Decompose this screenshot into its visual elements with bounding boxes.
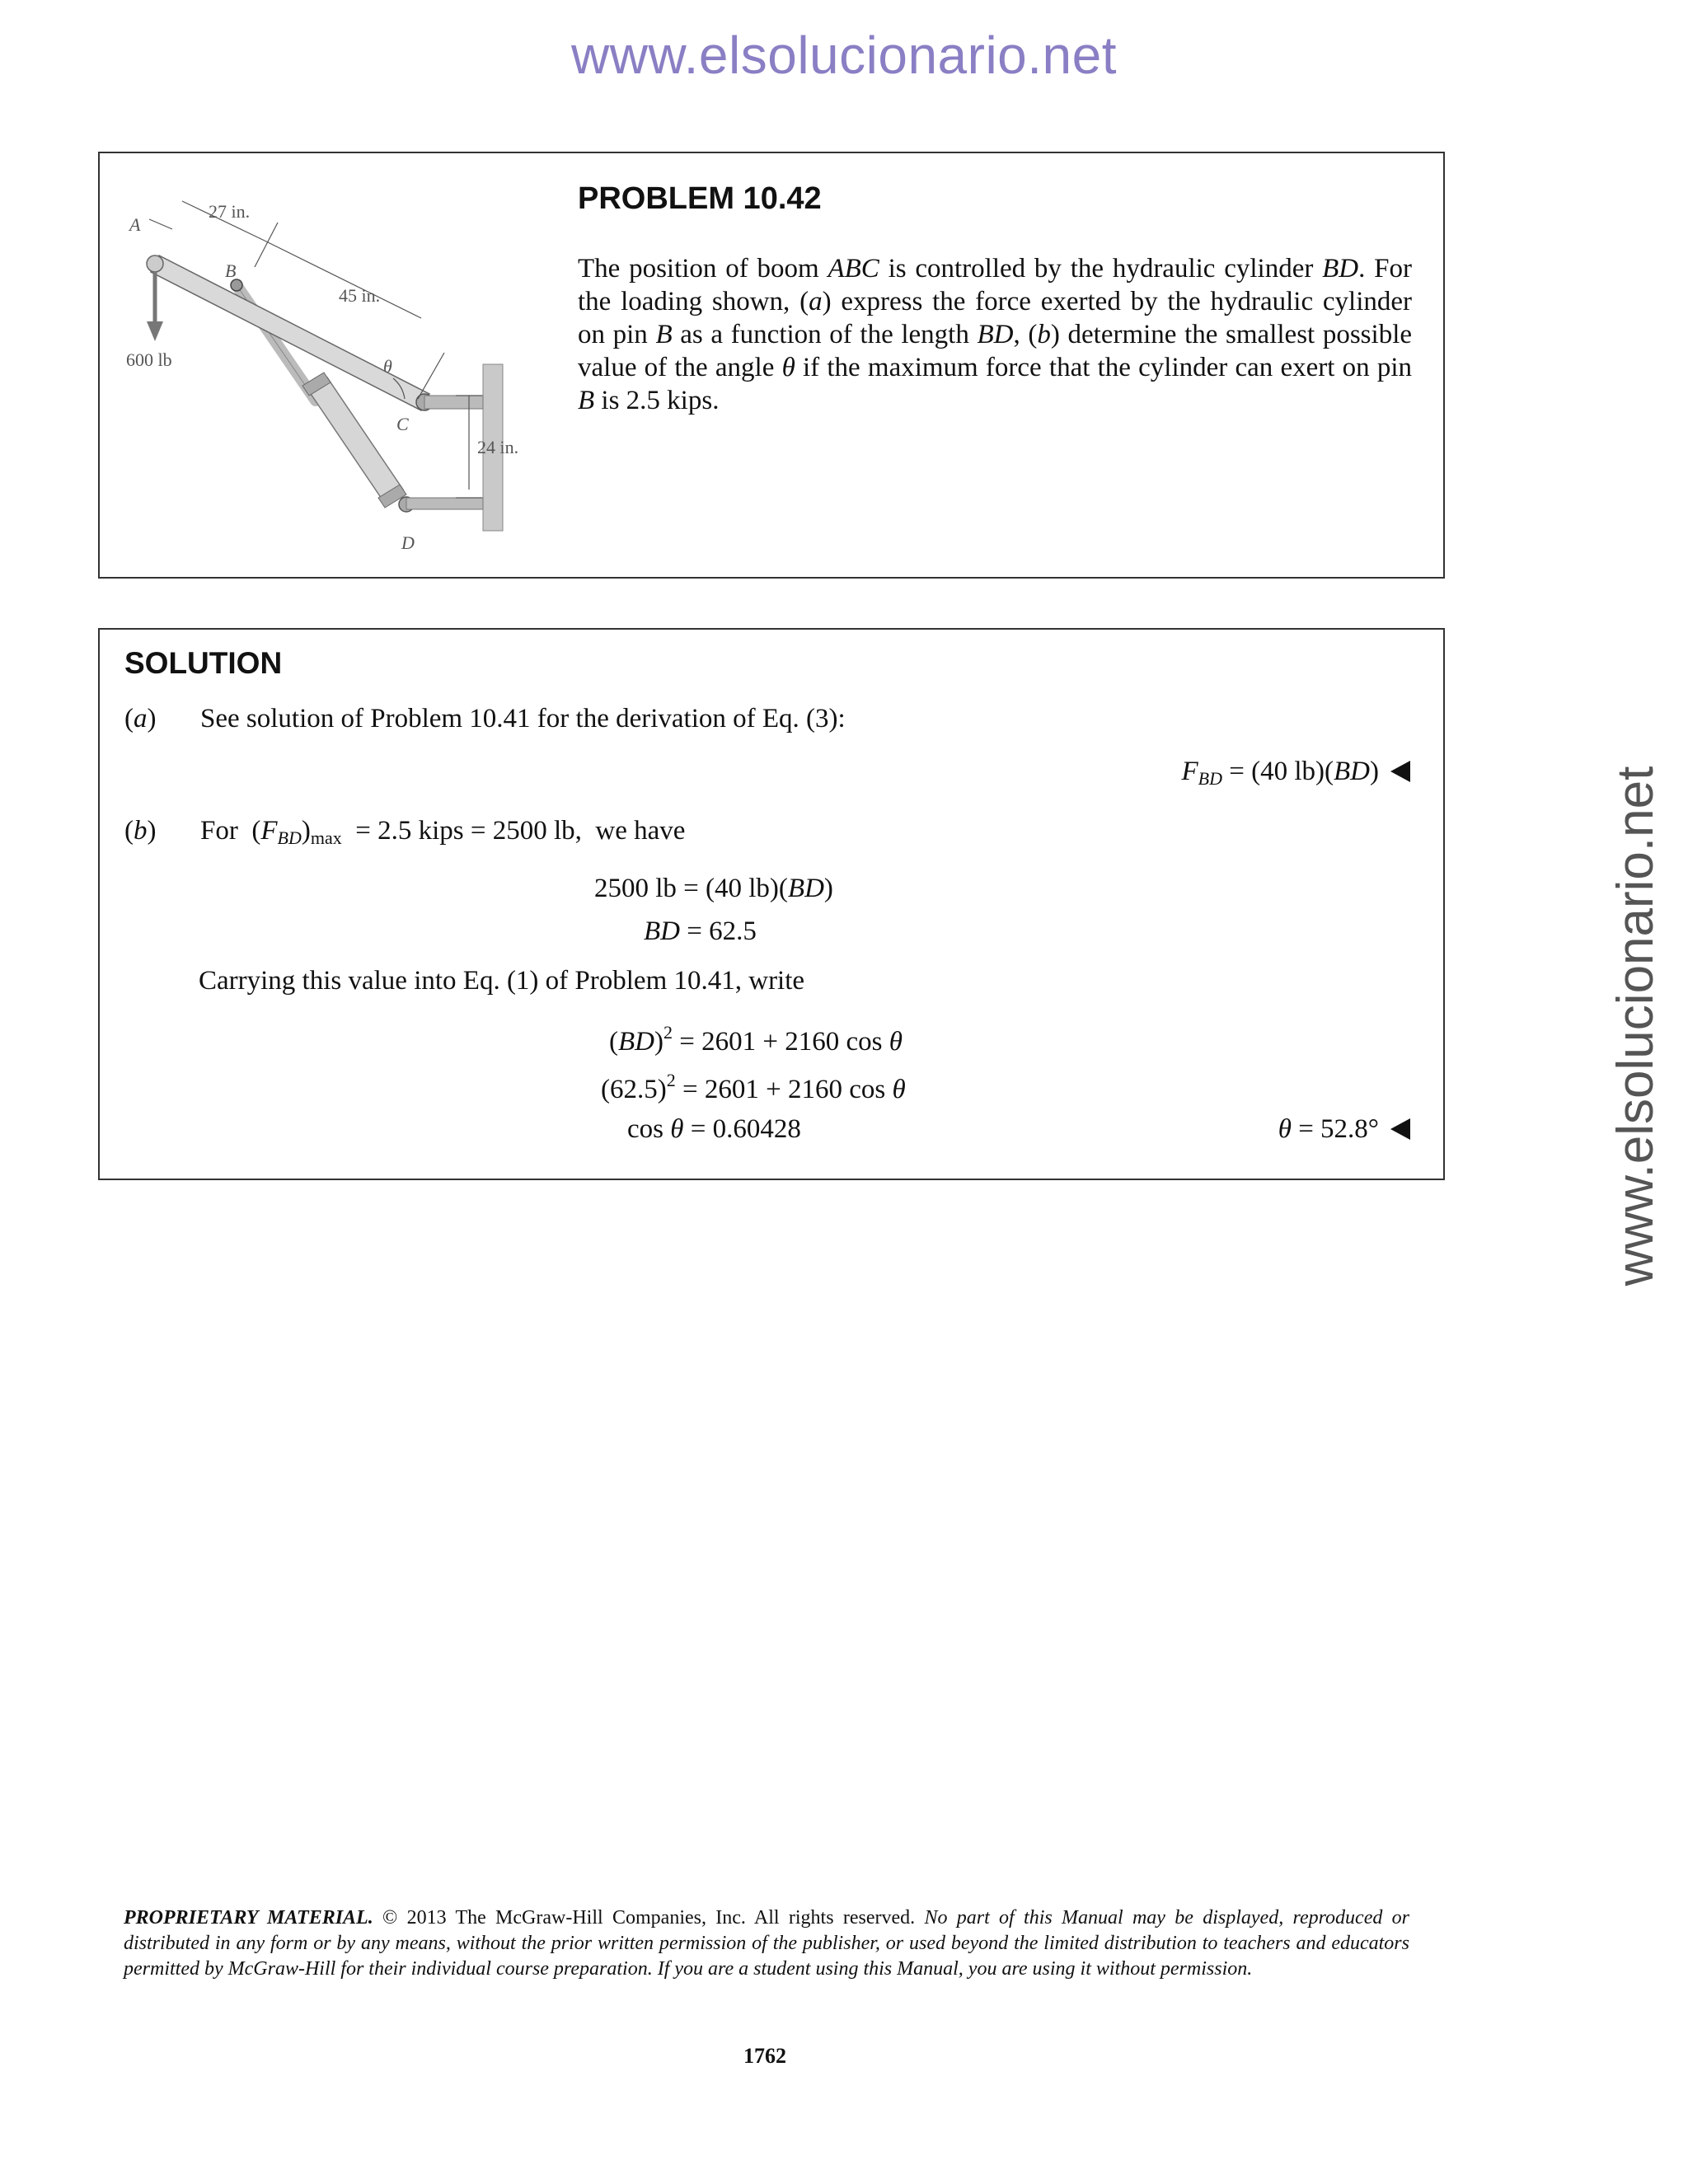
problem-title: PROBLEM 10.42: [578, 181, 822, 216]
answer-fbd: $F_{BD} = (40$ lb)(BD): [1182, 757, 1411, 790]
footer-copyright: © 2013 The McGraw-Hill Companies, Inc. All rights reserved.: [382, 1907, 916, 1929]
watermark-top: www.elsolucionario.net: [571, 26, 1117, 85]
footer-notice: [124, 1905, 1409, 1982]
eq-62-squared: $(62.5)^2 = 2601 + 2160$ cos θ: [601, 1070, 906, 1104]
dim-ab: 27 in.: [209, 201, 251, 222]
dim-bc: 45 in.: [339, 285, 381, 306]
label-d: D: [401, 532, 415, 553]
problem-statement: The position of boom ABC is controlled by the hydraulic cylinder BD. For the loading shown, (a) express the force exerted by the hydraulic cylinder on pin B as a function of the length BD, (b) determine the smallest possible value of the angle θ if the maximum force that the cylinder can exert on pin B is 2.5 kips.: [578, 254, 1413, 415]
label-c: C: [396, 414, 409, 434]
page-number: 1762: [743, 2044, 786, 2068]
eq-bd-value: BD = 62.5: [644, 916, 757, 946]
label-theta: θ: [383, 356, 392, 377]
problem-box: [98, 152, 1445, 579]
dim-cd: 24 in.: [477, 437, 519, 457]
label-a: A: [129, 214, 141, 235]
answer-marker-icon: [1390, 761, 1410, 782]
eq-bd-squared: (BD)$^2$ = 2601 + 2160 cos θ: [609, 1022, 903, 1057]
label-b: B: [225, 260, 237, 281]
solution-title: SOLUTION: [124, 646, 283, 680]
part-a-label: (a): [124, 704, 157, 733]
part-b-label: (b): [124, 816, 157, 846]
footer-notice-text: No part of this Manual may be displayed, reproduced or distributed in any form or by any means, without the prior written permission of the publisher, or used beyond the limited distribution to teachers and educators permitted by McGraw-Hill for their individual course preparation. If you are a student using this Manual, you are using it without permission.: [124, 1907, 1409, 1980]
part-a-text: See solution of Problem 10.41 for the derivation of Eq. (3):: [200, 704, 846, 733]
eq-cos: cos θ = 0.60428: [627, 1114, 801, 1144]
answer-theta: θ = 52.8°: [1278, 1114, 1410, 1145]
load-label: 600 lb: [126, 349, 172, 370]
footer-proprietary: PROPRIETARY MATERIAL.: [124, 1907, 373, 1929]
boom-figure: [126, 176, 644, 564]
part-b-text: For $(F_{BD})_{max} = 2.5$ kips = 2500 lb, we have: [200, 816, 686, 848]
load-arrow: [147, 272, 163, 341]
answer-marker-icon: [1390, 1118, 1410, 1140]
carrying-text: Carrying this value into Eq. (1) of Problem 10.41, write: [199, 966, 805, 996]
solution-box: [98, 628, 1445, 1180]
eq-2500: 2500 lb = (40 lb)(BD): [594, 874, 833, 903]
watermark-side: www.elsolucionario.net: [1607, 766, 1664, 1286]
